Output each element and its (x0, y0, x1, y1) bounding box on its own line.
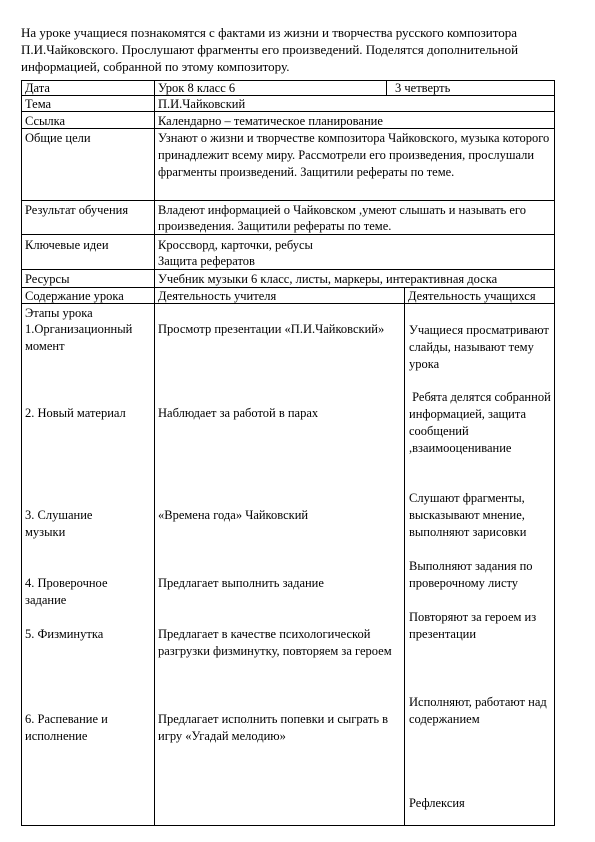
table-border (21, 80, 22, 826)
table-border (404, 287, 405, 826)
resources-value: Учебник музыки 6 класс, листы, маркеры, интерактивная доска (158, 272, 498, 286)
topic-value: П.И.Чайковский (158, 97, 246, 111)
table-border (554, 80, 555, 826)
stage-3-teacher: «Времена года» Чайковский (158, 508, 309, 522)
stage-3-students: Слушают фрагменты, высказывают мнение, выполняют зарисовки (409, 491, 527, 539)
stage-2: 2. Новый материал (25, 406, 126, 420)
quarter-value: 3 четверть (395, 81, 451, 95)
stage-1: 1.Организационный момент (25, 322, 133, 353)
stage-4-teacher: Предлагает выполнить задание (158, 576, 324, 590)
table-border (154, 80, 155, 826)
table-border (386, 80, 387, 95)
key-ideas-value: Кроссворд, карточки, ребусы (158, 238, 313, 252)
table-border (21, 200, 555, 201)
stage-5: 5. Физминутка (25, 627, 104, 641)
intro-paragraph: На уроке учащиеся познакомятся с фактами из жизни и творчества русского композитора П.И.Чайковского. Прослушают фрагменты его произведений. Поделятся дополнительной информацией, собранной по этому композитору. (21, 25, 519, 74)
goals-value: Узнают о жизни и творчестве композитора Чайковского, музыка которого принадлежит всему миру. Рассмотрели его произведения, прослушали фрагменты произведений. Защитили рефераты по теме. (158, 131, 550, 179)
goals-label: Общие цели (25, 131, 91, 145)
table-border (21, 825, 555, 826)
topic-label: Тема (25, 97, 52, 111)
stage-4: 4. Проверочное задание (25, 576, 108, 607)
column-header-content: Содержание урока (25, 289, 124, 303)
resources-label: Ресурсы (25, 272, 70, 286)
stage-4-students: Выполняют задания по проверочному листу (409, 559, 533, 590)
reference-value: Календарно – тематическое планирование (158, 114, 383, 128)
stage-3: 3. Слушание музыки (25, 508, 93, 539)
date-value: Урок 8 класс 6 (158, 81, 236, 95)
column-header-teacher: Деятельность учителя (158, 289, 277, 303)
stages-header: Этапы урока (25, 306, 93, 320)
stage-6-students: Исполняют, работают над содержанием (409, 695, 547, 726)
reflection: Рефлексия (409, 796, 465, 810)
stage-2-students: Ребята делятся собранной информацией, защита сообщений ,взаимооценивание (409, 390, 554, 455)
result-label: Результат обучения (25, 203, 129, 217)
reference-label: Ссылка (25, 114, 66, 128)
table-border (21, 234, 555, 235)
result-value: Владеют информацией о Чайковском ,умеют слышать и называть его произведения. Защитили рефераты по теме. (158, 203, 526, 233)
stage-5-students: Повторяют за героем из презентации (409, 610, 537, 641)
column-header-students: Деятельность учащихся (408, 289, 536, 303)
stage-6-teacher: Предлагает исполнить попевки и сыграть в игру «Угадай мелодию» (158, 712, 389, 743)
stage-5-teacher: Предлагает в качестве психологической разгрузки физминутку, повторяем за героем (158, 627, 392, 658)
key-ideas-value-2: Защита рефератов (158, 254, 255, 268)
stage-1-teacher: Просмотр презентации «П.И.Чайковский» (158, 322, 385, 336)
lesson-plan-table (21, 80, 555, 826)
stage-2-teacher: Наблюдает за работой в парах (158, 406, 319, 420)
table-border (21, 269, 555, 270)
stage-6: 6. Распевание и исполнение (25, 712, 108, 743)
key-ideas-label: Ключевые идеи (25, 238, 109, 252)
stage-1-students: Учащиеся просматривают слайды, называют тему урока (409, 323, 549, 371)
date-label: Дата (25, 81, 50, 95)
